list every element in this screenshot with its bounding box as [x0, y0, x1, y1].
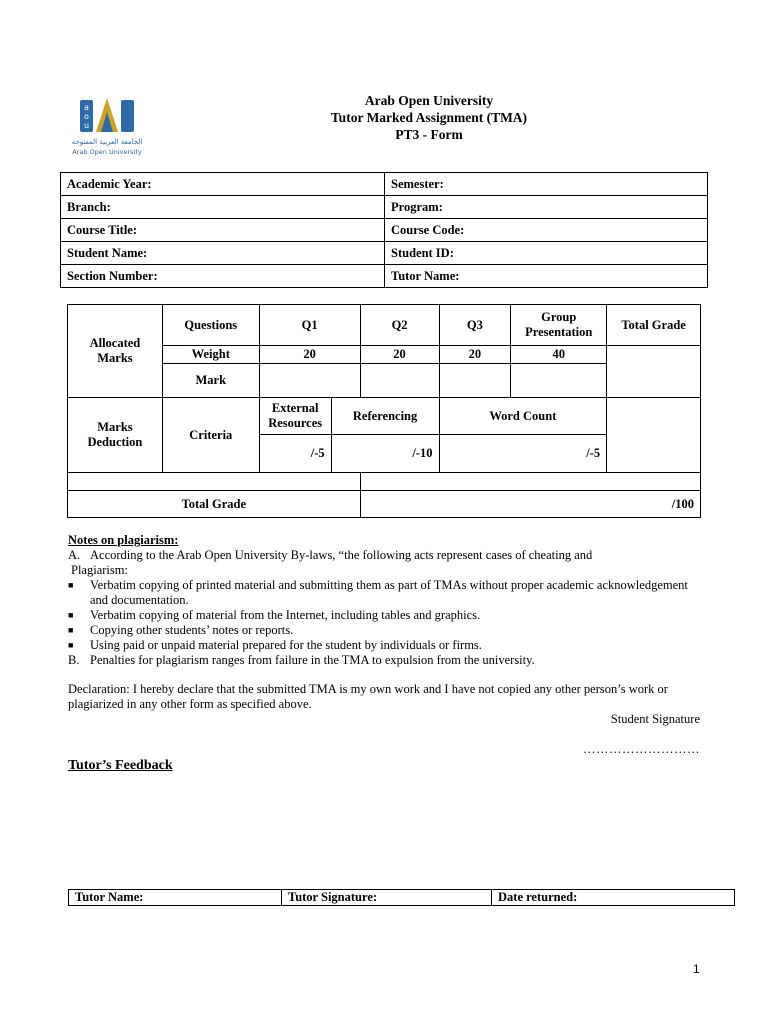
total-grade-cell[interactable]: [607, 346, 701, 398]
weight-group: 40: [511, 346, 607, 364]
title-tma: Tutor Marked Assignment (TMA): [330, 110, 528, 125]
list-item: ■ Copying other students’ notes or reports.: [68, 623, 294, 637]
note-a-marker: A.: [68, 548, 81, 562]
course-code-field[interactable]: Course Code:: [385, 219, 708, 242]
note-a: [68, 548, 708, 563]
blank-cell: [68, 473, 361, 491]
total-grade-label: Total Grade: [68, 491, 361, 518]
list-item: ■ Verbatim copying of material from the Internet, including tables and graphics.: [68, 608, 481, 622]
note-b: [68, 653, 708, 668]
q2-header: Q2: [360, 305, 439, 346]
footer-tutor-signature[interactable]: Tutor Signature:: [282, 890, 492, 906]
q1-header: Q1: [259, 305, 360, 346]
academic-year-field[interactable]: Academic Year:: [61, 173, 385, 196]
weight-label: Weight: [162, 346, 259, 364]
semester-field[interactable]: Semester:: [385, 173, 708, 196]
footer-date-returned[interactable]: Date returned:: [492, 890, 735, 906]
word-count-deduction[interactable]: /-5: [439, 435, 607, 473]
total-grade-value[interactable]: /100: [360, 491, 700, 518]
weight-q1: 20: [259, 346, 360, 364]
tutor-name-field[interactable]: Tutor Name:: [385, 265, 708, 288]
logo-arabic-name: الجامعة العربية المفتوحة: [71, 138, 143, 146]
student-id-field[interactable]: Student ID:: [385, 242, 708, 265]
criteria-label: Criteria: [162, 398, 259, 473]
table-row: [68, 473, 701, 491]
mark-label: Mark: [162, 364, 259, 398]
deduction-total-cell[interactable]: [607, 398, 701, 473]
note-a-continued: Plagiarism:: [71, 563, 128, 577]
external-resources-deduction[interactable]: /-5: [259, 435, 331, 473]
questions-header: Questions: [162, 305, 259, 346]
blank-cell: [360, 473, 700, 491]
note-b-text: Penalties for plagiarism ranges from failure in the TMA to expulsion from the university.: [90, 653, 535, 667]
marks-deduction-label: Marks Deduction: [68, 398, 163, 473]
total-grade-header: Total Grade: [607, 305, 701, 346]
table-row: [68, 491, 701, 518]
bullet-icon: ■: [68, 640, 74, 650]
table-row: [68, 305, 701, 346]
logo-letter-u: u: [83, 121, 90, 130]
table-row: [61, 219, 708, 242]
word-count-header: Word Count: [439, 398, 607, 435]
student-name-field[interactable]: Student Name:: [61, 242, 385, 265]
program-field[interactable]: Program:: [385, 196, 708, 219]
mark-q2-cell[interactable]: [360, 364, 439, 398]
logo-letter-a: a: [84, 103, 89, 112]
plagiarism-notes: [68, 533, 708, 668]
table-row: [68, 398, 701, 435]
referencing-deduction[interactable]: /-10: [331, 435, 439, 473]
table-row: [69, 890, 735, 906]
mark-group-cell[interactable]: [511, 364, 607, 398]
bullet-icon: ■: [68, 625, 74, 635]
notes-heading: Notes on plagiarism:: [68, 533, 179, 547]
table-row: [61, 265, 708, 288]
list-item: ■ Using paid or unpaid material prepared for the student by individuals or firms.: [68, 638, 482, 652]
marks-table: [67, 304, 701, 518]
table-row: [61, 196, 708, 219]
page-number: 1: [693, 962, 700, 976]
weight-q2: 20: [360, 346, 439, 364]
title-form: PT3 - Form: [395, 127, 463, 142]
branch-field[interactable]: Branch:: [61, 196, 385, 219]
table-row: [68, 346, 701, 364]
weight-q3: 20: [439, 346, 511, 364]
q3-header: Q3: [439, 305, 511, 346]
table-row: [61, 242, 708, 265]
referencing-header: Referencing: [331, 398, 439, 435]
course-title-field[interactable]: Course Title:: [61, 219, 385, 242]
tutor-feedback-heading: Tutor’s Feedback: [68, 758, 173, 773]
list-item: ■ Verbatim copying of printed material and submitting them as part of TMAs without proper academic acknowledgement and documentation.: [68, 578, 688, 607]
logo-letter-o: o: [84, 112, 89, 121]
note-b-marker: B.: [68, 653, 80, 667]
title-university: Arab Open University: [364, 93, 494, 108]
bullet-icon: ■: [68, 610, 74, 620]
group-presentation-header: Group Presentation: [511, 305, 607, 346]
mark-q1-cell[interactable]: [259, 364, 360, 398]
table-row: [68, 364, 701, 398]
student-info-table: [60, 172, 708, 288]
allocated-marks-label: Allocated Marks: [68, 305, 163, 398]
logo-english-name: Arab Open University: [72, 148, 142, 156]
footer-tutor-name[interactable]: Tutor Name:: [69, 890, 282, 906]
external-resources-header: External Resources: [259, 398, 331, 435]
declaration-text: Declaration: I hereby declare that the submitted TMA is my own work and I have not copied any other person’s work or plagiarized in any other form as specified above.: [68, 682, 668, 711]
signature-line[interactable]: ………………………: [583, 742, 700, 756]
tutor-footer-table: [68, 889, 735, 906]
table-row: [61, 173, 708, 196]
bullet-icon: ■: [68, 580, 74, 590]
note-a-text: According to the Arab Open University By-laws, “the following acts represent cases of cheating and: [90, 548, 593, 562]
section-number-field[interactable]: Section Number:: [61, 265, 385, 288]
mark-q3-cell[interactable]: [439, 364, 511, 398]
student-signature-label: Student Signature: [610, 712, 700, 726]
